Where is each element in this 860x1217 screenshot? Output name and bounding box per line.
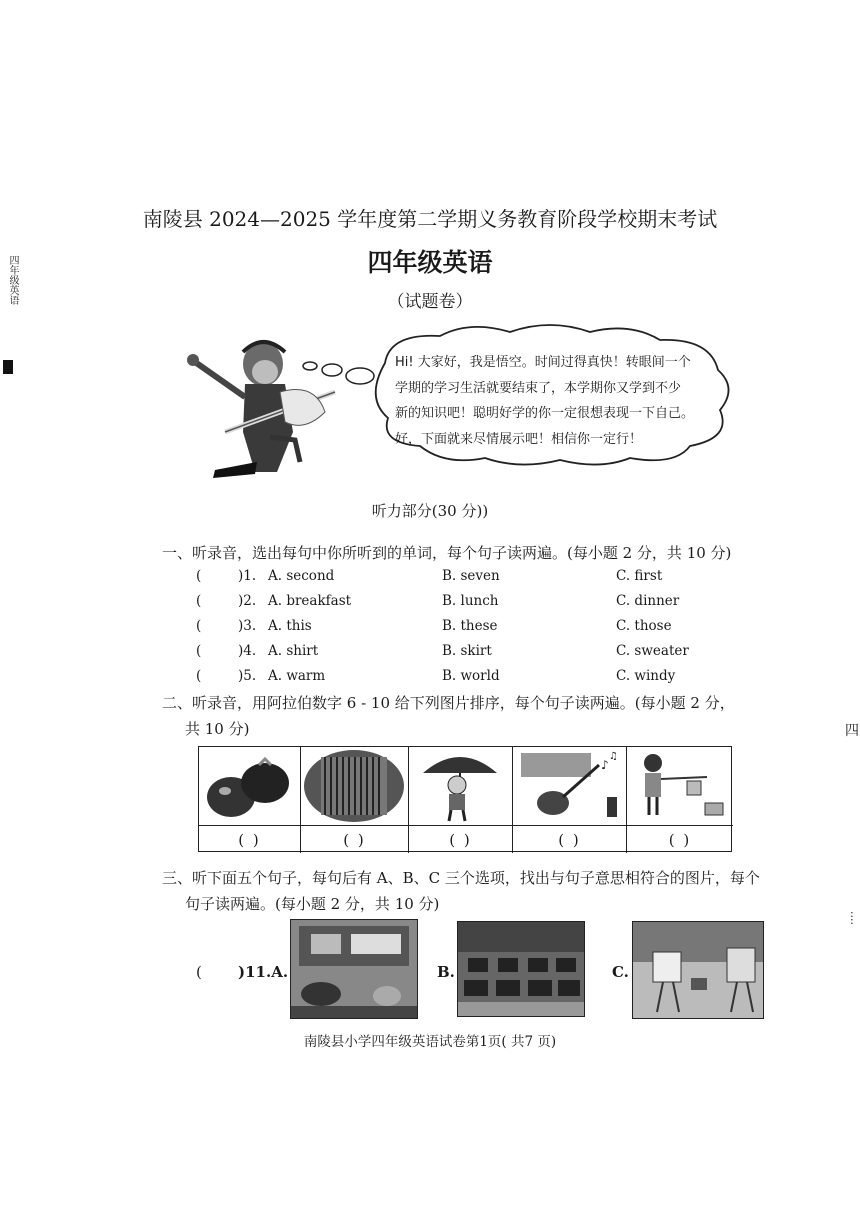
question-number: )5. bbox=[238, 668, 257, 684]
question-number: )4. bbox=[238, 643, 257, 659]
option-c-label: C. bbox=[612, 963, 629, 981]
option-c: C. windy bbox=[616, 668, 676, 684]
answer-blank[interactable]: ( ) bbox=[668, 831, 692, 849]
speech-bubble-text bbox=[395, 350, 730, 452]
right-margin-mark: 四 bbox=[845, 723, 859, 739]
right-margin-dots: : : bbox=[850, 907, 854, 927]
option-c: C. first bbox=[616, 568, 663, 584]
question-11-label: )11.A. bbox=[238, 963, 289, 981]
grill-picture bbox=[301, 747, 408, 826]
question-number: )2. bbox=[238, 593, 257, 609]
question-number: )1. bbox=[238, 568, 257, 584]
answer-paren: ( bbox=[196, 568, 202, 584]
binding-mark bbox=[3, 360, 13, 374]
option-b: B. world bbox=[442, 668, 500, 684]
section2-heading-cont: 共 10 分) bbox=[185, 720, 250, 738]
question-number: )3. bbox=[238, 618, 257, 634]
bubble-line: Hi! 大家好，我是悟空。时间过得真快！转眼间一个 bbox=[395, 355, 691, 370]
section3-heading-cont: 句子读两遍。(每小题 2 分，共 10 分) bbox=[185, 895, 440, 913]
answer-paren: ( bbox=[196, 668, 202, 684]
computer-room-photo bbox=[457, 921, 585, 1017]
exam-header: 南陵县 2024—2025 学年度第二学期义务教育阶段学校期末考试 bbox=[142, 207, 718, 231]
page-subtitle: （试题卷） bbox=[387, 292, 473, 312]
option-b: B. these bbox=[442, 618, 498, 634]
answer-paren: ( bbox=[196, 593, 202, 609]
guitar-picture bbox=[513, 747, 626, 826]
picture-cell bbox=[513, 747, 627, 853]
shopping-girl-picture bbox=[627, 747, 733, 826]
option-c: C. sweater bbox=[616, 643, 689, 659]
option-c: C. dinner bbox=[616, 593, 680, 609]
option-a: A. shirt bbox=[268, 643, 319, 659]
listening-part-title: 听力部分(30 分)) bbox=[371, 502, 489, 520]
option-b-label: B. bbox=[437, 963, 455, 981]
answer-paren: ( bbox=[196, 963, 202, 981]
answer-paren: ( bbox=[196, 643, 202, 659]
option-a: A. breakfast bbox=[268, 593, 352, 609]
option-c: C. those bbox=[616, 618, 672, 634]
answer-blank[interactable]: ( ) bbox=[238, 831, 261, 849]
answer-blank[interactable]: ( ) bbox=[343, 831, 366, 849]
svg-text:♫: ♫ bbox=[609, 751, 618, 762]
picture-cell bbox=[199, 747, 301, 853]
answer-blank[interactable]: ( ) bbox=[558, 831, 581, 849]
option-b: B. seven bbox=[442, 568, 500, 584]
option-a: A. this bbox=[268, 618, 312, 634]
bubble-line: 新的知识吧！聪明好学的你一定很想表现一下自己。 bbox=[395, 406, 695, 421]
answer-blank[interactable]: ( ) bbox=[449, 831, 472, 849]
answer-paren: ( bbox=[196, 618, 202, 634]
option-a: A. warm bbox=[268, 668, 326, 684]
bubble-line: 好，下面就来尽情展示吧！相信你一定行！ bbox=[395, 431, 643, 447]
picture-cell bbox=[301, 747, 409, 853]
umbrella-boy-picture bbox=[409, 747, 512, 826]
page-title: 四年级英语 bbox=[367, 248, 493, 277]
svg-text:♪: ♪ bbox=[601, 758, 609, 772]
side-subject-label: 四年级英语 bbox=[7, 255, 18, 305]
section2-heading: 二、听录音，用阿拉伯数字 6 - 10 给下列图片排序，每个句子读两遍。(每小题 2 分， bbox=[162, 694, 735, 712]
art-room-photo bbox=[632, 921, 764, 1019]
picture-cell bbox=[627, 747, 733, 853]
option-b: B. skirt bbox=[442, 643, 492, 659]
section1-heading: 一、听录音，选出每句中你所听到的单词，每个句子读两遍。(每小题 2 分，共 10 分) bbox=[162, 544, 732, 562]
page-footer: 南陵县小学四年级英语试卷第1页( 共7 页) bbox=[303, 1034, 557, 1050]
bubble-line: 学期的学习生活就要结束了，本学期你又学到不少 bbox=[395, 380, 682, 396]
option-a: A. second bbox=[268, 568, 335, 584]
option-b: B. lunch bbox=[442, 593, 499, 609]
tomatoes-picture bbox=[199, 747, 300, 826]
section3-heading: 三、听下面五个句子，每句后有 A、B、C 三个选项，找出与句子意思相符合的图片，每个 bbox=[162, 869, 760, 887]
picture-ordering-table bbox=[198, 746, 732, 852]
picture-cell bbox=[409, 747, 513, 853]
music-room-photo bbox=[290, 919, 418, 1019]
